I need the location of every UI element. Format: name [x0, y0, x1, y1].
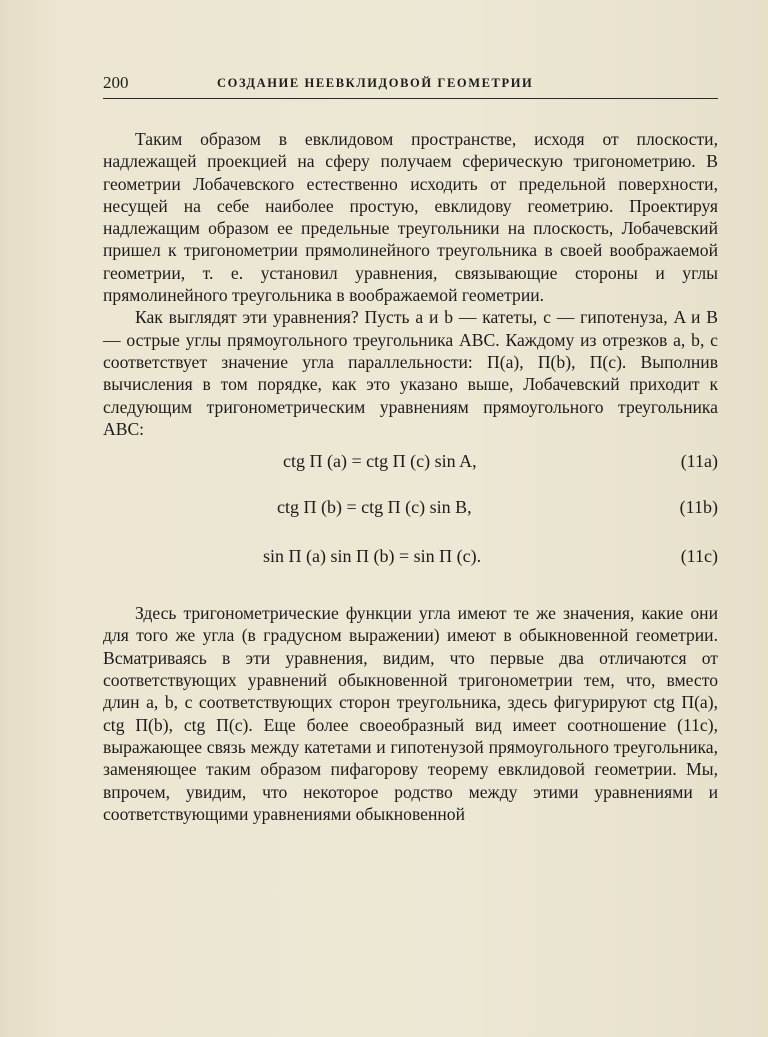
formula-expression: ctg П (b) = ctg П (c) sin B,	[277, 497, 472, 518]
formula-11b	[103, 496, 718, 520]
formula-expression: ctg П (a) = ctg П (c) sin A,	[283, 451, 477, 472]
page-header	[103, 73, 718, 97]
formula-expression: sin П (a) sin П (b) = sin П (c).	[263, 546, 482, 567]
formula-11c	[103, 545, 718, 569]
header-rule	[103, 98, 718, 99]
formula-number: (11c)	[680, 546, 718, 567]
formula-number: (11a)	[680, 451, 718, 472]
running-title: СОЗДАНИЕ НЕЕВКЛИДОВОЙ ГЕОМЕТРИИ	[217, 76, 534, 90]
page-number: 200	[103, 73, 129, 92]
paragraph-equations-lead: Как выглядят эти уравнения? Пусть a и b — катеты, c — гипотенуза, A и B — острые углы прямоугольного треугольника ABC. Каждому из отрезков a, b, c соответствует значение угла параллельности: П(a), П(b), П(c). Выполнив вычисления в том порядке, как это указано выше, Лобачевский приходит к следующим тригонометрическим уравнениям прямоугольного треугольника ABC:	[103, 307, 718, 439]
paragraph-intro: Таким образом в евклидовом пространстве, исходя от плоскости, надлежащей проекцией на сферу получаем сферическую тригонометрию. В геометрии Лобачевского естественно исходить от предельной поверхности, несущей на себе наиболее простую, евклидову геометрию. Проектируя надлежащим образом ее предельные треугольники на плоскость, Лобачевский пришел к тригонометрии прямолинейного треугольника в своей воображаемой геометрии, т. е. установил уравнения, связывающие стороны и углы прямолинейного треугольника в воображаемой геометрии.	[103, 129, 718, 306]
formula-block	[103, 446, 718, 582]
paragraph-closing: Здесь тригонометрические функции угла имеют те же значения, какие они для того же угла (в градусном выражении) имеют в обыкновенной геометрии. Всматриваясь в эти уравнения, видим, что первые два отличаются от соответствующих уравнений обыкновенной тригонометрии тем, что, вместо длин a, b, c соответствующих сторон треугольника, здесь фигурируют ctg П(a), ctg П(b), ctg П(c). Еще более своеобразный вид имеет соотношение (11c), выражающее связь между катетами и гипотенузой прямоугольного треугольника, заменяющее таким образом пифагорову теорему евклидовой геометрии. Мы, впрочем, увидим, что некоторое родство между этими уравнениями и соответствующими уравнениями обыкновенной	[103, 603, 718, 824]
formula-number: (11b)	[679, 497, 718, 518]
formula-11a	[103, 450, 718, 474]
page-body	[103, 128, 718, 825]
